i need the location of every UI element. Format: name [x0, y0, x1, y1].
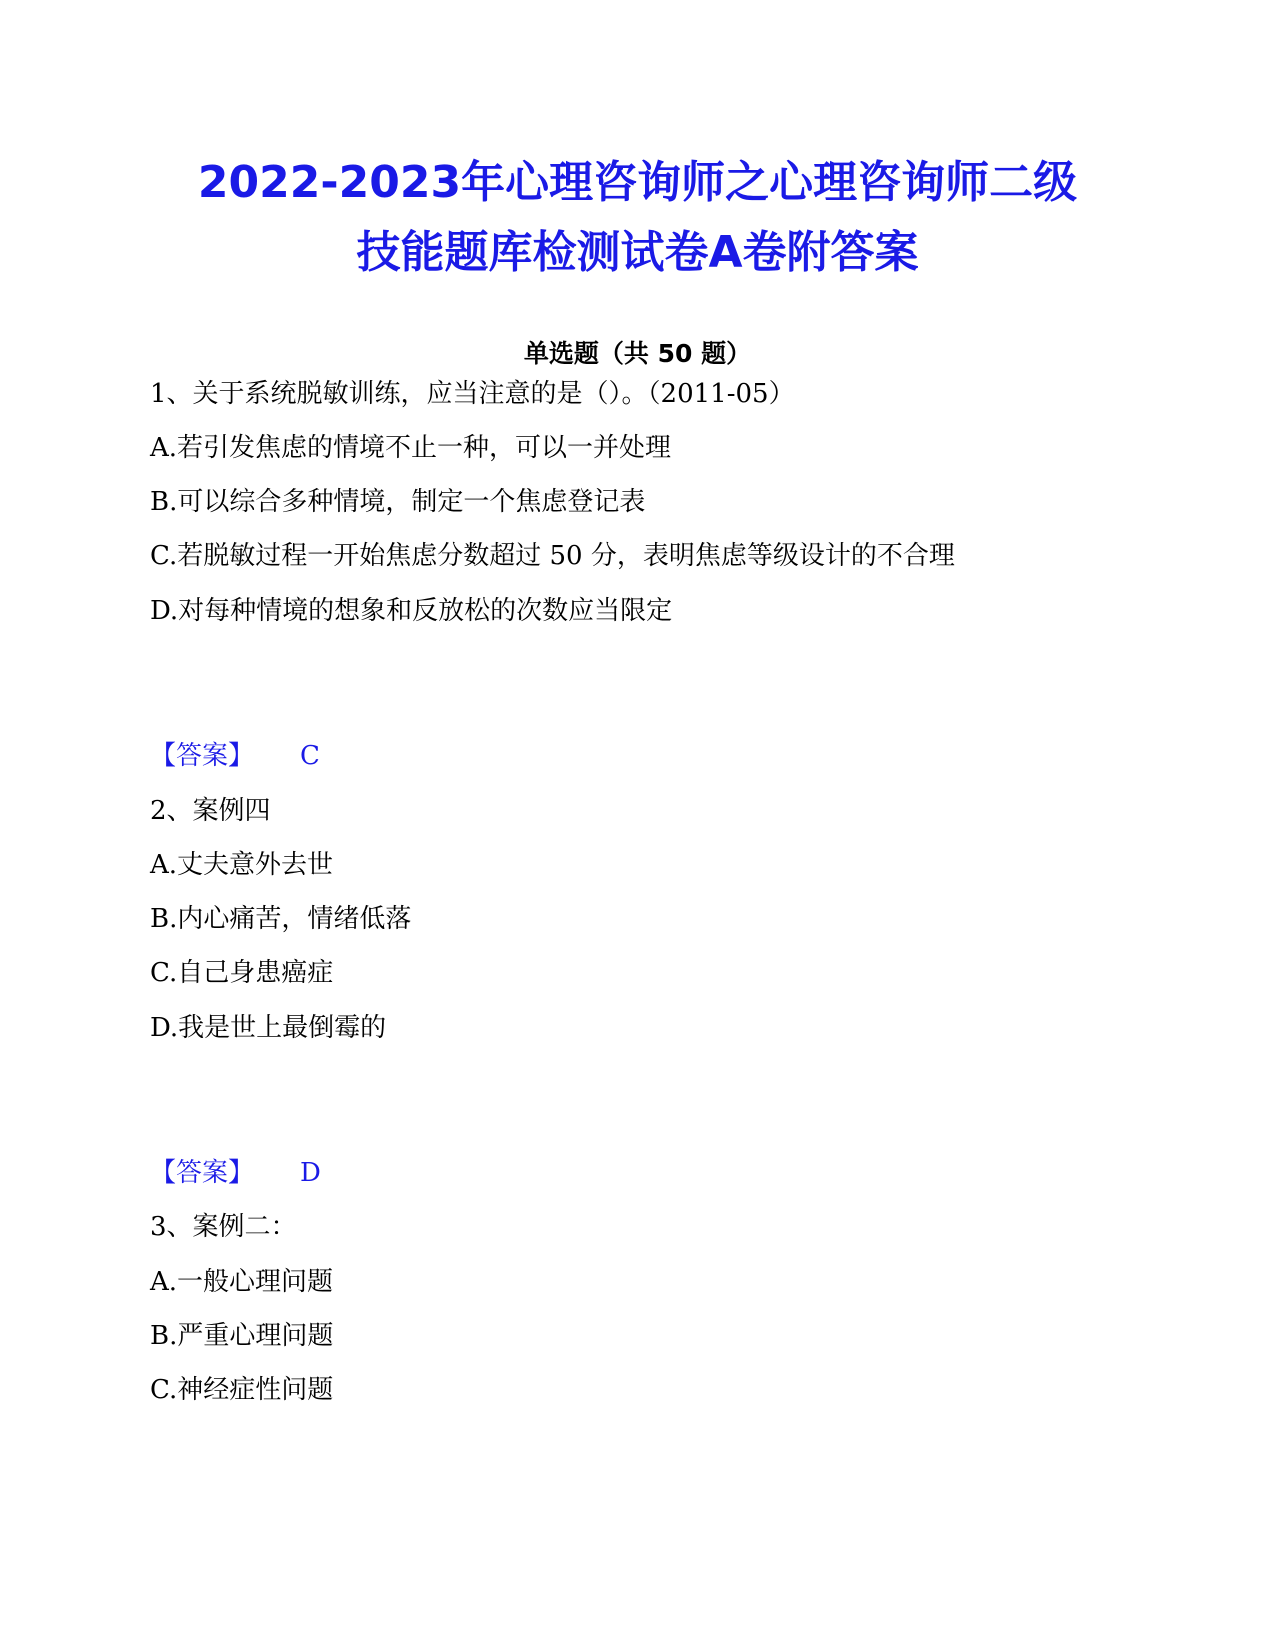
- question-3-option-b: B.严重心理问题: [150, 1321, 334, 1351]
- answer-value: D: [300, 1158, 321, 1188]
- page-title-line-1: 2022-2023年心理咨询师之心理咨询师二级: [197, 157, 1078, 208]
- question-1-option-d: D.对每种情境的想象和反放松的次数应当限定: [150, 596, 673, 626]
- section-heading: 单选题（共 50 题）: [523, 339, 752, 368]
- question-2-stem: 2、案例四: [150, 796, 271, 826]
- answer-label: 【答案】: [150, 1158, 255, 1188]
- question-1-stem: 1、关于系统脱敏训练，应当注意的是（）。（2011-05）: [150, 379, 795, 409]
- answer-label: 【答案】: [150, 741, 255, 771]
- question-2-option-b: B.内心痛苦，情绪低落: [150, 904, 412, 934]
- question-3-option-c: C.神经症性问题: [150, 1375, 334, 1405]
- question-1-option-c: C.若脱敏过程一开始焦虑分数超过 50 分，表明焦虑等级设计的不合理: [150, 541, 955, 571]
- question-3-stem: 3、案例二：: [150, 1212, 297, 1242]
- question-3-option-a: A.一般心理问题: [150, 1267, 334, 1297]
- page-title: [0, 148, 1275, 288]
- question-2-option-d: D.我是世上最倒霉的: [150, 1013, 387, 1043]
- question-1-answer: [150, 736, 320, 776]
- question-2-answer: [150, 1153, 321, 1193]
- question-1-option-a: A.若引发焦虑的情境不止一种，可以一并处理: [150, 433, 672, 463]
- question-2-option-a: A.丈夫意外去世: [150, 850, 334, 880]
- question-2-option-c: C.自己身患癌症: [150, 958, 334, 988]
- question-1-option-b: B.可以综合多种情境，制定一个焦虑登记表: [150, 487, 646, 517]
- answer-value: C: [300, 741, 320, 771]
- page-title-line-2: 技能题库检测试卷A卷附答案: [356, 227, 919, 278]
